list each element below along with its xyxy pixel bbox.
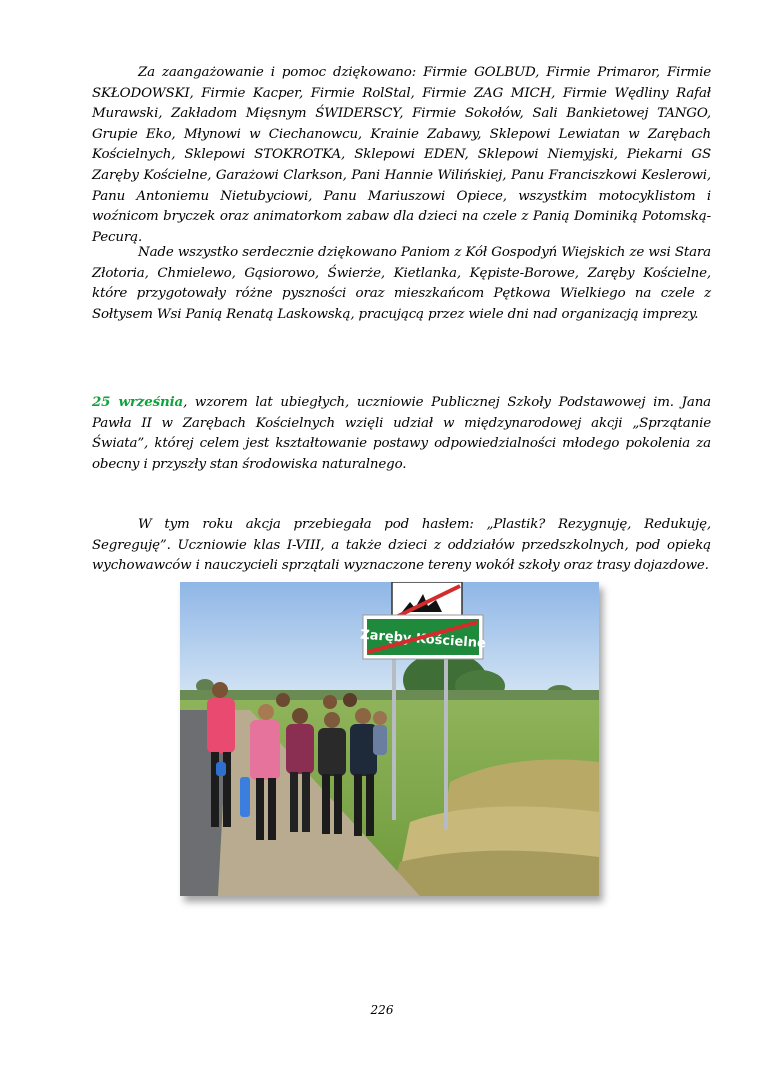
event-date: 25 września xyxy=(92,394,184,410)
cleanup-intro-paragraph xyxy=(92,392,711,475)
acknowledgements-text: Za zaangażowanie i pomoc dziękowano: Firmie GOLBUD, Firmie Primaror, Firmie SKŁODOWSKI, Firmie Kacper, Firmie RolStal, Firmie ZAG MICH, Firmie Wędliny Rafał Murawski, Zakładom Mięsnym ŚWIDERSCY, Firmie Sokołów, Sali Bankietowej TANGO, Grupie Eko, Młynowi w Ciechanowcu, Krainie Zabawy, Sklepowi Lewiatan w Zarębach Kościelnych, Sklepowi STOKROTKA, Sklepowi EDEN, Sklepowi Niemyjski, Piekarni GS Zaręby Kościelne, Garażowi Clarkson, Pani Hannie Wilińskiej, Panu Franciszkowi Keslerowi, Panu Antoniemu Nietubyciowi, Panu Mariuszowi Opiece, wszystkim motocyklistom i woźnicom bryczek oraz animatorkom zabaw dla dzieci na czele z Panią Dominiką Potomską-Pecurą. xyxy=(92,65,711,245)
page-number: 226 xyxy=(370,1003,394,1017)
thanks-paragraph xyxy=(92,243,711,325)
town-sign-text: Zaręby Kościelne xyxy=(359,627,487,652)
cleanup-details-paragraph xyxy=(92,515,711,577)
thanks-text: Nade wszystko serdecznie dziękowano Paniom z Kół Gospodyń Wiejskich ze wsi Stara Złotoria, Chmielewo, Gąsiorowo, Świerże, Kietlanka, Kępiste-Borowe, Zaręby Kościelne, które przygotowały różne pyszności oraz mieszkańcom Pętkowa Wielkiego na czele z Sołtysem Wsi Panią Renatą Laskowską, pracującą przez wiele dni nad organizacją imprezy. xyxy=(92,245,711,322)
acknowledgements-paragraph xyxy=(92,63,711,248)
group-photo xyxy=(180,582,599,896)
cleanup-intro-text: , wzorem lat ubiegłych, uczniowie Publicznej Szkoły Podstawowej im. Jana Pawła II w Zarębach Kościelnych wzięli udział w międzynarodowej akcji „Sprzątanie Świata”, której celem jest kształtowanie postawy odpowiedzialności młodego pokolenia za obecny i przyszły stan środowiska naturalnego. xyxy=(92,395,712,472)
cleanup-details-text: W tym roku akcja przebiegała pod hasłem: „Plastik? Rezygnuję, Redukuję, Segreguję”. Uczniowie klas I-VIII, a także dzieci z oddziałów przedszkolnych, pod opieką wychowawców i nauczycieli sprzątali wyznaczone tereny wokół szkoły oraz trasy dojazdowe. xyxy=(92,517,711,574)
